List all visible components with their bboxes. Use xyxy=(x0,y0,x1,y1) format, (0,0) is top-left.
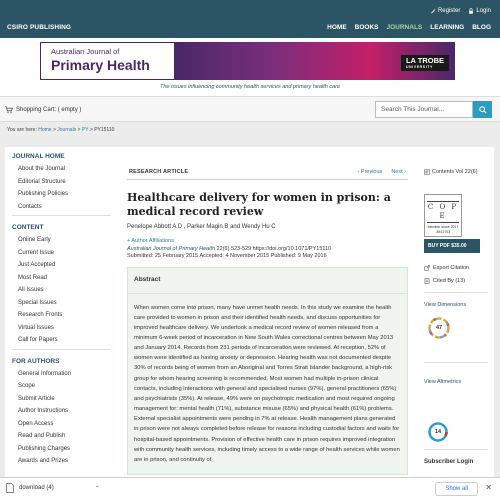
view-altmetrics-link[interactable]: View Altmetrics xyxy=(424,379,462,385)
previous-article-link[interactable]: ‹ Previous xyxy=(357,169,383,175)
buy-pdf-button[interactable]: BUY PDF $35.00 xyxy=(424,239,480,253)
nav-blog[interactable]: BLOG xyxy=(472,24,491,31)
contents-link[interactable] xyxy=(424,169,478,175)
article-authors: Penelope Abbott A D , Parker Magin B and Wendy Hu C xyxy=(127,223,276,230)
contents-label: Contents Vol 22(6) xyxy=(432,169,478,175)
journal-title-line2: Primary Health xyxy=(51,57,150,73)
article-subheader xyxy=(127,147,408,180)
login-label: Login xyxy=(476,8,491,14)
cart-icon xyxy=(5,106,13,113)
journal-logo xyxy=(40,42,175,80)
sidebar-item-most-read[interactable]: Most Read xyxy=(18,274,48,281)
sidebar-item-contacts[interactable]: Contacts xyxy=(18,203,42,210)
banner-area xyxy=(0,38,500,96)
sidebar-item-virtual-issues[interactable]: Virtual Issues xyxy=(18,324,54,331)
right-divider xyxy=(424,449,488,450)
sidebar-item-awards-and-prizes[interactable]: Awards and Prizes xyxy=(18,458,68,464)
cope-letters: C O P E xyxy=(427,201,459,223)
breadcrumb-journals[interactable]: Journals xyxy=(57,127,77,133)
sidebar-item-submit-article[interactable]: Submit Article xyxy=(18,395,55,402)
cited-by-label: Cited By (13) xyxy=(433,278,466,284)
cited-by-icon xyxy=(424,278,430,284)
sidebar-item-policies[interactable]: Publishing Policies xyxy=(18,191,69,197)
right-divider xyxy=(424,362,488,363)
nav-home[interactable]: HOME xyxy=(327,24,347,31)
dimensions-count: 47 xyxy=(435,325,443,331)
cited-by-link[interactable] xyxy=(424,278,465,284)
la-trobe-logo xyxy=(401,55,449,71)
export-icon xyxy=(424,265,430,271)
cope-logo[interactable] xyxy=(424,194,462,237)
sidebar-item-current-issue[interactable]: Current Issue xyxy=(18,249,55,256)
close-icon[interactable]: ✕ xyxy=(485,483,492,492)
sidebar-item-all-issues[interactable]: All Issues xyxy=(18,287,44,293)
sidebar-heading-journal-home[interactable]: JOURNAL HOME xyxy=(12,153,65,160)
subscriber-login-heading: Subscriber Login xyxy=(424,459,474,465)
cart-label: Shopping Cart: ( empty ) xyxy=(16,106,82,113)
abstract-text: When women come into prison, many have unmet health needs. In this study we examine the health care provided to women in prison and their identified health needs, and discuss opportunities for improved healthcare delivery. We undertook a medical record review of women released from a minimum 6-week period of incarceration in New South Wales correctional centres between May 2013 and January 2014. Records from 231 periods of incarceration were reviewed. At reception, 52% of women were identified as having anxiety or depression. Hearing health was not documented despite 30% of records being of women from an Aboriginal and Torres Strait Islander background, a high-risk group for whom hearing screening is recommended. Most women had multiple in-prison clinical contacts, including interactions with general and specialised nurses (97%), general practitioners (65%) and psychiatrists (35%). At release, 49% were on psychotropic medication and most required ongoing management for: mental health (71%), substance misuse (65%) and physical health (61%) problems. External specialist appointments were pending in 7% at release. Health management plans generated in prison were not always completed before release for reasons including custodial factors and waits for hospital-based appointments. Provision of effective health care in prison requires improved integration with community health services, including timely access to a wide range of health services while women are in prison, and continuity of xyxy=(134,304,400,463)
download-file-label: download (4) xyxy=(19,485,54,491)
site-header xyxy=(0,0,500,38)
cart-search-bar xyxy=(0,96,500,122)
sidebar-divider xyxy=(12,349,111,350)
download-bar xyxy=(0,477,500,500)
show-all-button[interactable]: Show all xyxy=(435,482,478,496)
view-dimensions-link[interactable]: View Dimensions xyxy=(424,302,467,308)
register-link[interactable] xyxy=(430,8,460,14)
export-citation-link[interactable] xyxy=(424,265,469,271)
export-citation-label: Export Citation xyxy=(433,265,470,271)
citation-journal: Australian Journal of Primary Health xyxy=(127,245,216,252)
sidebar-item-research-fronts[interactable]: Research Fronts xyxy=(18,312,63,318)
search-button[interactable] xyxy=(473,101,492,118)
sidebar-item-scope[interactable]: Scope xyxy=(18,383,36,389)
journal-banner[interactable] xyxy=(40,42,455,80)
sidebar-item-about[interactable]: About the Journal xyxy=(18,166,66,172)
sidebar-item-online-early[interactable]: Online Early xyxy=(18,237,51,243)
next-article-link[interactable]: Next › xyxy=(391,169,406,175)
article-dates: Submitted: 25 February 2015 Accepted: 4 November 2015 Published: 9 May 2016 xyxy=(127,252,327,259)
article-panel xyxy=(118,147,417,477)
breadcrumb-home[interactable]: Home xyxy=(38,127,52,133)
abstract-heading: Abstract xyxy=(128,268,407,294)
sidebar-item-read-and-publish[interactable]: Read and Publish xyxy=(18,433,66,439)
journal-title-line1: Australian Journal of xyxy=(51,47,120,56)
main-nav xyxy=(327,24,491,31)
la-trobe-name: LA TROBE xyxy=(405,56,444,65)
sidebar xyxy=(5,147,118,477)
article-type-label: RESEARCH ARTICLE xyxy=(129,169,189,175)
lock-icon xyxy=(468,8,474,14)
chevron-up-icon[interactable]: ⌃ xyxy=(94,485,100,492)
file-icon xyxy=(6,483,14,493)
sidebar-item-editorial[interactable]: Editorial Structure xyxy=(18,178,66,185)
breadcrumb-current: PY15110 xyxy=(94,127,115,133)
right-panel xyxy=(417,147,494,477)
article-citation xyxy=(127,246,408,252)
sidebar-item-special-issues[interactable]: Special Issues xyxy=(18,299,57,306)
cope-member-since: Member since 2017 xyxy=(427,225,459,230)
breadcrumb: You are here: Home > Journals > PY > PY15110 xyxy=(7,127,115,133)
cope-member-id: JM13703 xyxy=(435,229,451,234)
nav-books[interactable]: BOOKS xyxy=(354,24,379,31)
breadcrumb-py[interactable]: PY xyxy=(81,127,89,133)
sidebar-item-just-accepted[interactable]: Just Accepted xyxy=(18,262,56,268)
login-link[interactable] xyxy=(468,8,491,14)
register-label: Register xyxy=(437,8,461,14)
author-affiliations-toggle[interactable]: + Author Affiliations xyxy=(127,237,174,244)
right-divider xyxy=(424,292,488,293)
sidebar-item-general-information[interactable]: General Information xyxy=(18,370,72,377)
download-item[interactable] xyxy=(6,483,100,493)
sidebar-item-call-for-papers[interactable]: Call for Papers xyxy=(18,337,58,343)
sidebar-heading-for-authors[interactable]: FOR AUTHORS xyxy=(12,357,60,365)
citation-details: 22(6) 523-529 https://doi.org/10.1071/PY15110 xyxy=(215,245,332,252)
sidebar-heading-content[interactable]: CONTENT xyxy=(12,224,44,231)
shopping-cart-link[interactable] xyxy=(5,106,81,113)
article-title: Healthcare delivery for women in prison: a medical record review xyxy=(127,191,391,218)
nav-journals[interactable]: JOURNALS xyxy=(386,24,423,31)
contents-icon xyxy=(424,169,430,175)
altmetrics-badge[interactable] xyxy=(428,422,448,442)
la-trobe-sub: UNIVERSITY xyxy=(405,64,433,69)
article-pager xyxy=(358,169,406,175)
sidebar-item-open-access[interactable]: Open Access xyxy=(18,420,54,427)
register-icon xyxy=(430,8,436,14)
sidebar-item-publishing-charges[interactable]: Publishing Charges xyxy=(18,445,71,452)
previous-label: Previous xyxy=(360,169,383,175)
altmetrics-count: 14 xyxy=(434,429,442,435)
csiro-publishing-logo[interactable]: CSIRO PUBLISHING xyxy=(7,24,72,31)
search-icon xyxy=(479,106,487,114)
account-links xyxy=(430,8,491,14)
dimensions-badge[interactable] xyxy=(428,317,450,339)
journal-tagline: The issues influencing community health services and primary health care xyxy=(159,84,341,90)
next-label: Next xyxy=(391,169,403,175)
sidebar-divider xyxy=(12,215,111,216)
search-input[interactable]: Search This Journal... xyxy=(375,101,473,118)
sidebar-item-author-instructions[interactable]: Author Instructions xyxy=(18,408,69,414)
nav-learning[interactable]: LEARNING xyxy=(430,24,465,31)
abstract-panel xyxy=(127,267,408,476)
breadcrumb-prefix: You are here: xyxy=(7,127,37,133)
